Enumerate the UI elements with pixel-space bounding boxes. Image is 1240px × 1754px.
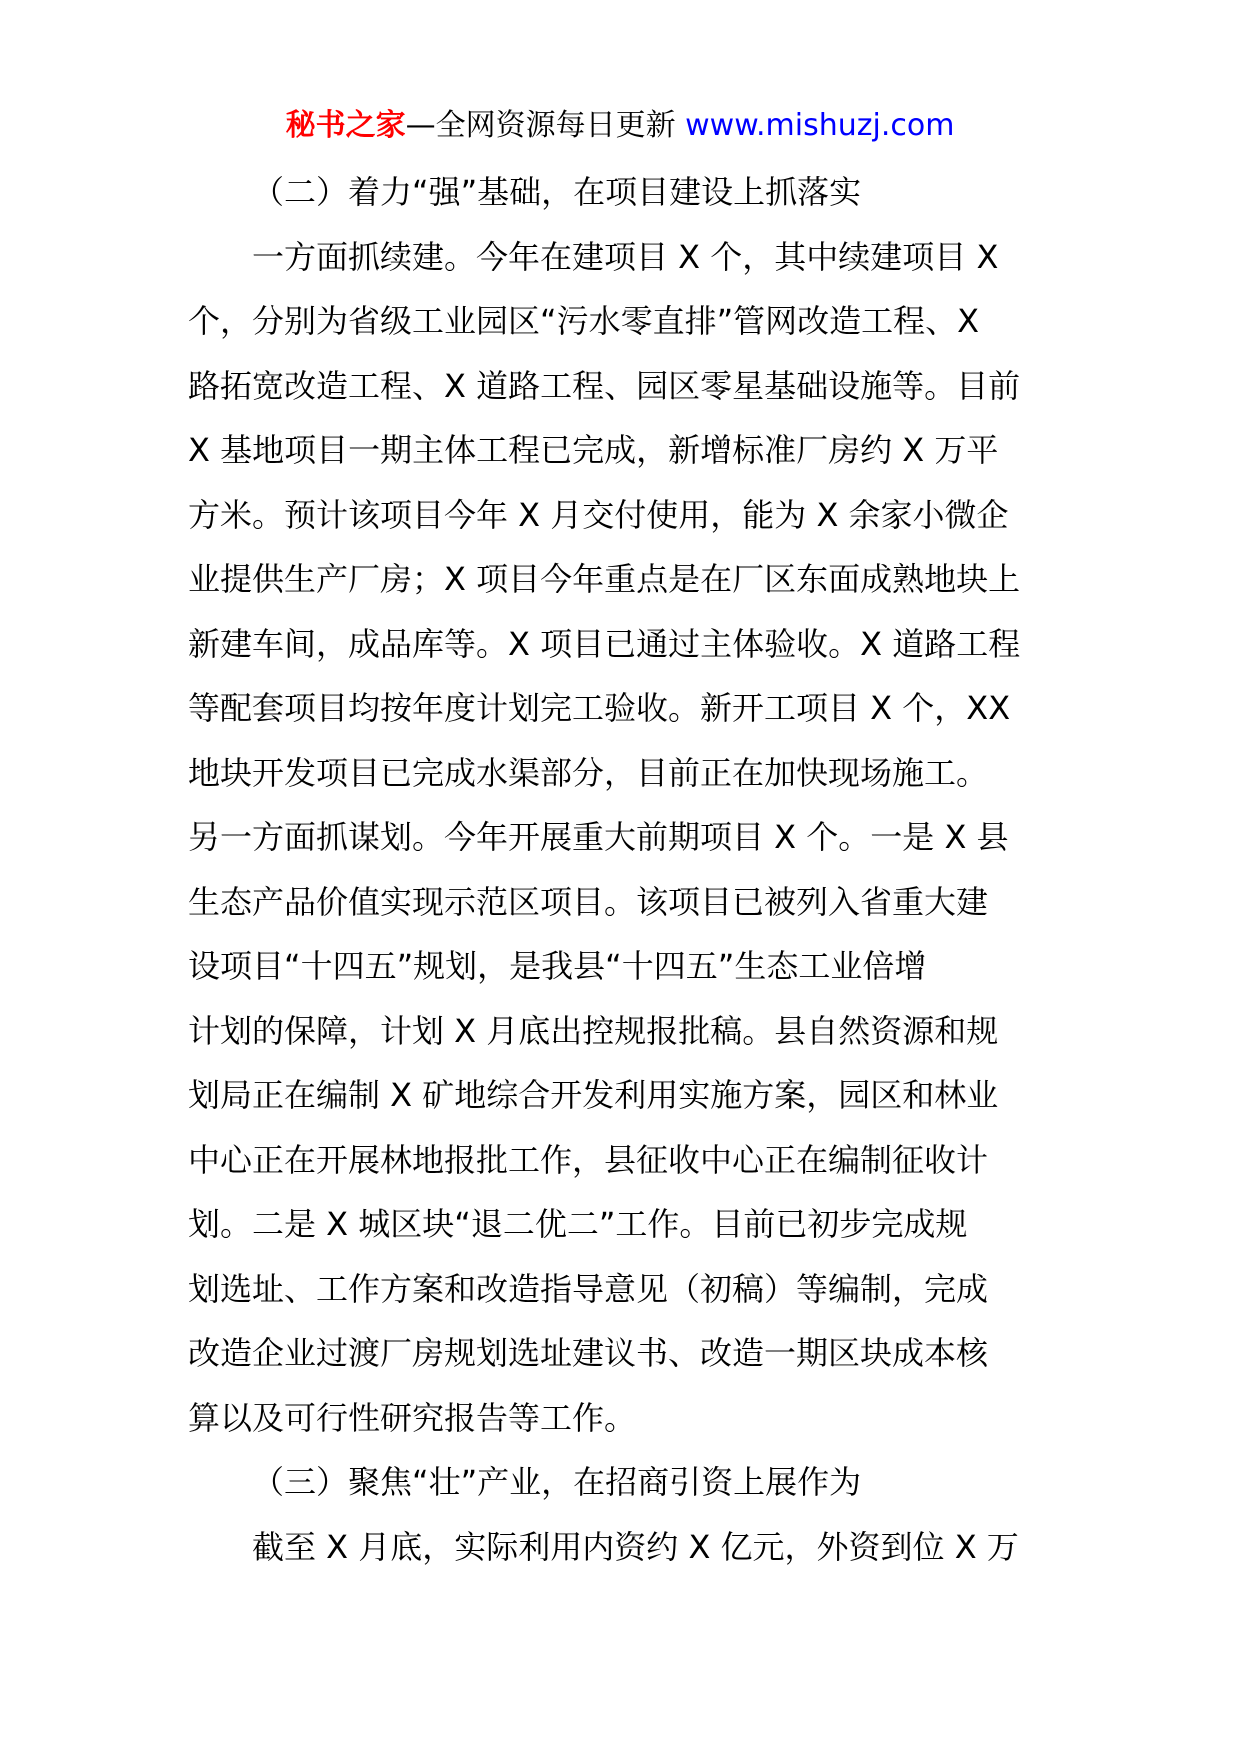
- paragraph-line: 设项目“十四五”规划，是我县“十四五”生态工业倍增: [188, 947, 927, 985]
- paragraph-line: 个，分别为省级工业园区“污水零直排”管网改造工程、X: [188, 302, 980, 340]
- paragraph-line: 改造企业过渡厂房规划选址建议书、改造一期区块成本核: [188, 1334, 989, 1372]
- paragraph-line: 算以及可行性研究报告等工作。: [188, 1398, 637, 1437]
- header-url[interactable]: www.mishuzj.com: [685, 108, 955, 143]
- section-heading: （二）着力“强”基础，在项目建设上抓落实: [252, 173, 862, 211]
- paragraph-line: 生态产品价值实现示范区项目。该项目已被列入省重大建: [188, 882, 989, 921]
- paragraph-line: 计划的保障，计划 X 月底出控规报批稿。县自然资源和规: [188, 1011, 999, 1050]
- paragraph-line: 划。二是 X 城区块“退二优二”工作。目前已初步完成规: [188, 1205, 968, 1243]
- page-header: [0, 98, 1240, 154]
- paragraph-line: 划局正在编制 X 矿地综合开发利用实施方案，园区和林业: [188, 1076, 999, 1114]
- paragraph-line: 路拓宽改造工程、X 道路工程、园区零星基础设施等。目前: [188, 366, 1021, 405]
- paragraph-line: 中心正在开展林地报批工作，县征收中心正在编制征收计: [188, 1140, 989, 1179]
- section-heading: （三）聚焦“壮”产业，在招商引资上展作为: [252, 1463, 862, 1501]
- paragraph-line: 划选址、工作方案和改造指导意见（初稿）等编制，完成: [188, 1269, 989, 1308]
- paragraph-line: 方米。预计该项目今年 X 月交付使用，能为 X 余家小微企: [188, 495, 1009, 534]
- document-body: [188, 160, 1056, 1579]
- paragraph-line: 新建车间，成品库等。X 项目已通过主体验收。X 道路工程: [188, 624, 1021, 663]
- header-tagline: —全网资源每日更新: [405, 108, 686, 143]
- paragraph-line: 等配套项目均按年度计划完工验收。新开工项目 X 个，XX: [188, 689, 1011, 727]
- header-brand: 秘书之家: [285, 108, 406, 143]
- paragraph-line: 一方面抓续建。今年在建项目 X 个，其中续建项目 X: [252, 237, 999, 276]
- paragraph-line: 截至 X 月底，实际利用内资约 X 亿元，外资到位 X 万: [252, 1527, 1019, 1566]
- paragraph-line: 地块开发项目已完成水渠部分，目前正在加快现场施工。: [188, 753, 989, 792]
- paragraph-line: X 基地项目一期主体工程已完成，新增标准厂房约 X 万平: [188, 431, 999, 469]
- paragraph-line: 另一方面抓谋划。今年开展重大前期项目 X 个。一是 X 县: [188, 818, 1009, 856]
- paragraph-line: 业提供生产厂房；X 项目今年重点是在厂区东面成熟地块上: [188, 560, 1021, 598]
